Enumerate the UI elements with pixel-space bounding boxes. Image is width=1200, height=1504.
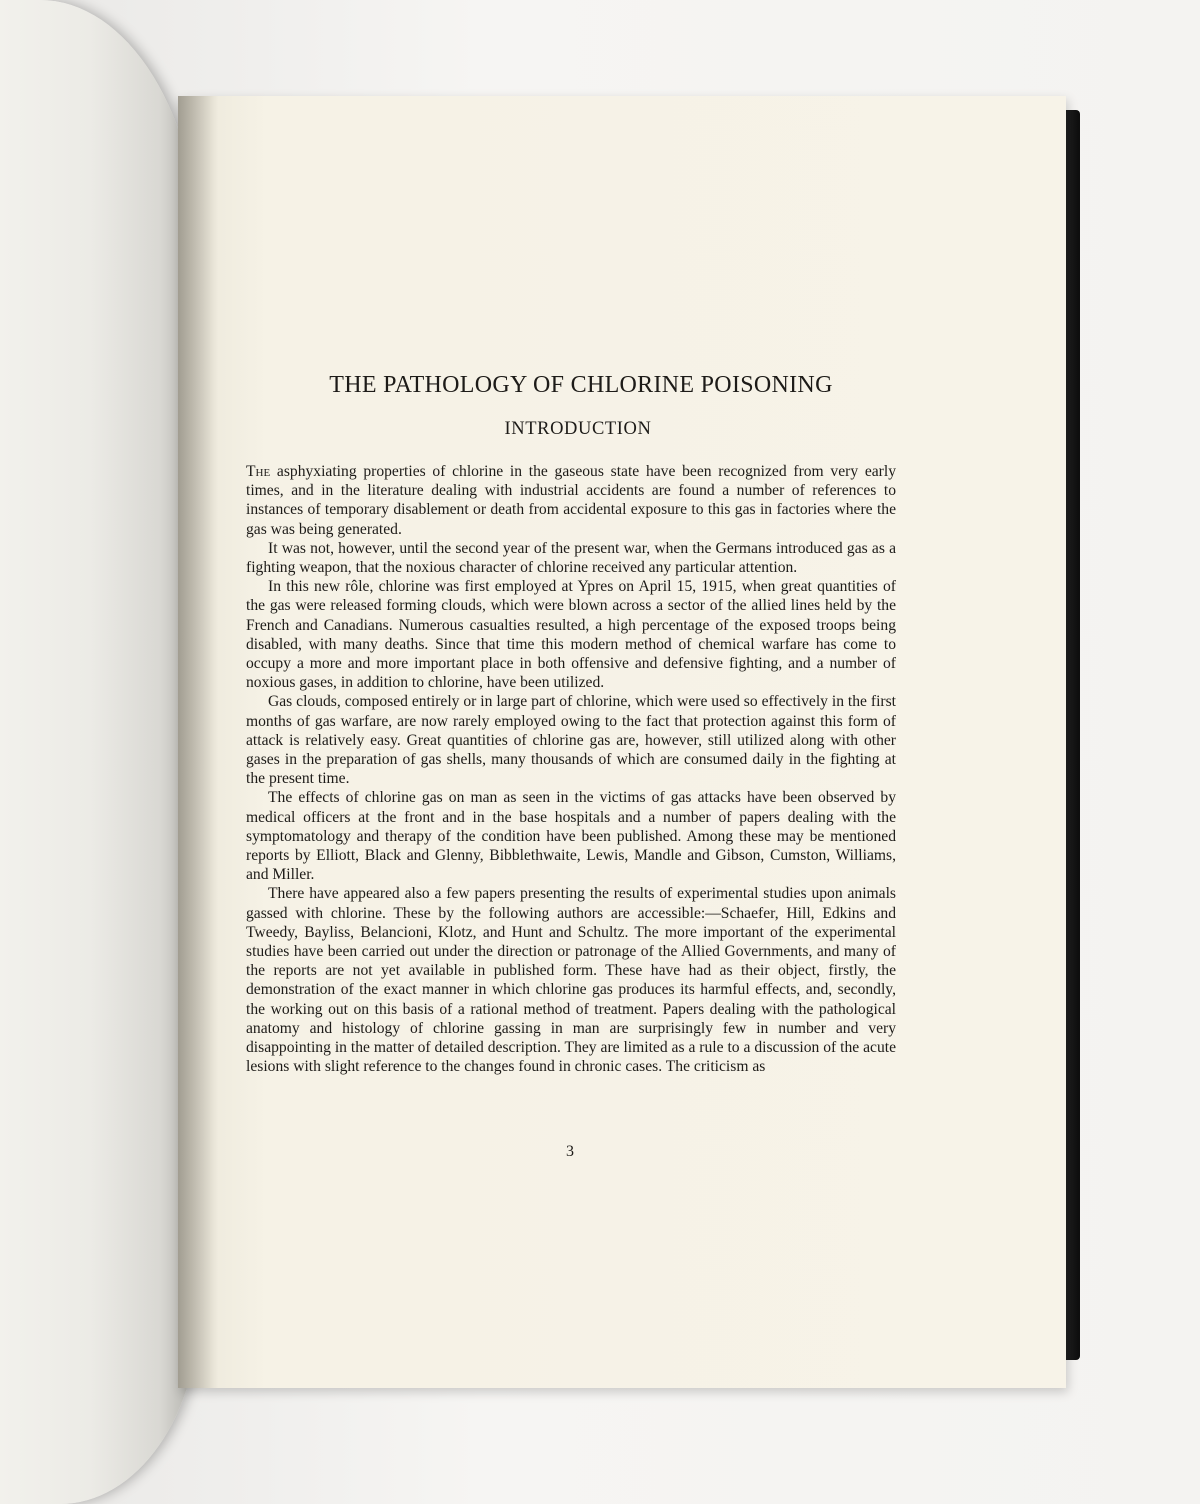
left-facing-page — [0, 0, 200, 1504]
body-text — [246, 462, 896, 1077]
paragraph-3: In this new rôle, chlorine was first employed at Ypres on April 15, 1915, when great quantities of the gas were released forming clouds, which were blown across a sector of the allied lines held by the French and Canadians. Numerous casualties resulted, a high percentage of the exposed troops being disabled, with many deaths. Since that time this modern method of chemical warfare has come to occupy a more and more important place in both offensive and defensive fighting, and a number of noxious gases, in addition to chlorine, have been utilized. — [246, 578, 896, 692]
page-content — [246, 372, 896, 1077]
paragraph-2: It was not, however, until the second year of the present war, when the Germans introduced gas as a fighting weapon, that the noxious character of chlorine received any particular attention. — [246, 539, 896, 577]
paragraph-5: The effects of chlorine gas on man as seen in the victims of gas attacks have been observed by medical officers at the front and in the base hospitals and a number of papers dealing with the symptomatology and therapy of the condition have been published. Among these may be mentioned reports by Elliott, Black and Glenny, Bibblethwaite, Lewis, Mandle and Gibson, Cumston, Williams, and Miller. — [246, 789, 896, 884]
paragraph-6: There have appeared also a few papers presenting the results of experimental studies upon animals gassed with chlorine. These by the following authors are accessible:—Schaefer, Hill, Edkins and Tweedy, Bayliss, Belancioni, Klotz, and Hunt and Schultz. The more important of the experimental studies have been carried out under the direction or patronage of the Allied Governments, and many of the reports are not yet available in published form. These have had as their object, firstly, the demonstration of the exact manner in which chlorine gas produces its harmful effects, and, secondly, the working out on this basis of a rational method of treatment. Papers dealing with the pathological anatomy and histology of chlorine gassing in man are surprisingly few in number and very disappointing in the matter of detailed description. They are limited as a rule to a discussion of the acute lesions with slight reference to the changes found in chronic cases. The criticism as — [246, 885, 896, 1076]
paragraph-1-text: asphyxiating properties of chlorine in the gaseous state have been recognized from very early times, and in the literature dealing with industrial accidents are found a number of references to instances of temporary disablement or death from accidental exposure to this gas in factories where the gas was being generated. — [246, 463, 896, 538]
paragraph-1 — [246, 462, 896, 539]
section-heading: INTRODUCTION — [504, 419, 652, 439]
drop-word: The — [246, 463, 271, 480]
paragraph-4: Gas clouds, composed entirely or in large part of chlorine, which were used so effectively in the first months of gas warfare, are now rarely employed owing to the fact that protection against this form of attack is relatively easy. Great quantities of chlorine gas are, however, still utilized along with other gases in the preparation of gas shells, many thousands of which are consumed daily in the fighting at the present time. — [246, 693, 896, 788]
page-title: THE PATHOLOGY OF CHLORINE POISONING — [329, 372, 833, 398]
page-number: 3 — [566, 1143, 574, 1160]
